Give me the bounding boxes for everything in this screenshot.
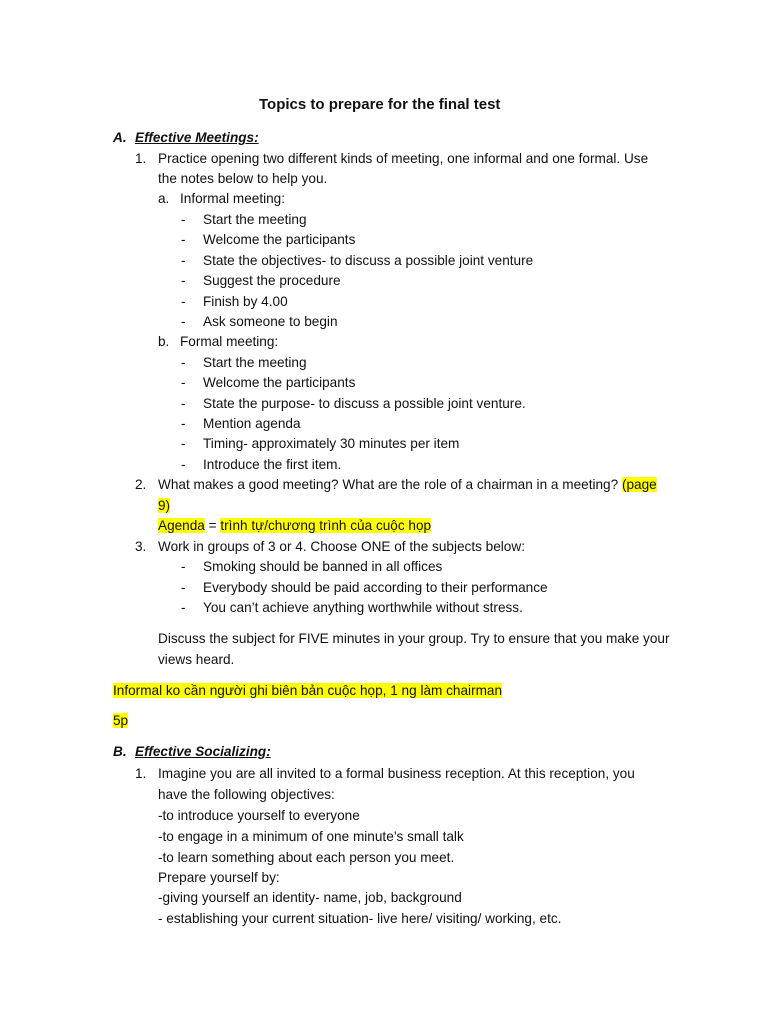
informal-item: Ask someone to begin bbox=[203, 314, 338, 329]
q2-page-ref-highlight: (page bbox=[621, 477, 657, 492]
bullet-dash: - bbox=[181, 559, 186, 574]
informal-item: Start the meeting bbox=[203, 212, 307, 227]
b-q1-number: 1. bbox=[135, 766, 147, 781]
b-q1-line: Imagine you are all invited to a formal business reception. At this reception, you bbox=[158, 766, 635, 781]
informal-item: Suggest the procedure bbox=[203, 273, 341, 288]
section-a-heading: Effective Meetings: bbox=[135, 130, 259, 145]
q1-text-line2: the notes below to help you. bbox=[158, 171, 328, 186]
section-b-marker: B. bbox=[113, 744, 127, 759]
informal-note bbox=[113, 682, 502, 699]
page-title: Topics to prepare for the final test bbox=[259, 96, 501, 113]
q2-number: 2. bbox=[135, 477, 147, 492]
agenda-definition-highlight: trình tự/chương trình của cuộc họp bbox=[220, 518, 432, 533]
agenda-word-highlight: Agenda bbox=[158, 518, 205, 533]
informal-note-highlight: Informal ko cần người ghi biên bản cuộc họp, 1 ng làm chairman bbox=[113, 683, 503, 698]
bullet-dash: - bbox=[181, 580, 186, 595]
informal-marker: a. bbox=[158, 191, 170, 206]
q2-page-ref-highlight: 9) bbox=[158, 498, 171, 513]
bullet-dash: - bbox=[181, 253, 186, 268]
time-note-highlight: 5p bbox=[113, 713, 129, 728]
b-q1-line: have the following objectives: bbox=[158, 787, 335, 802]
q3-text: Work in groups of 3 or 4. Choose ONE of the subjects below: bbox=[158, 539, 525, 554]
bullet-dash: - bbox=[181, 396, 186, 411]
bullet-dash: - bbox=[181, 232, 186, 247]
formal-item: Welcome the participants bbox=[203, 375, 356, 390]
bullet-dash: - bbox=[181, 355, 186, 370]
q1-number: 1. bbox=[135, 151, 147, 166]
time-note bbox=[113, 712, 128, 729]
b-q1-line: -to introduce yourself to everyone bbox=[158, 808, 360, 823]
section-a-marker: A. bbox=[113, 130, 127, 145]
bullet-dash: - bbox=[181, 436, 186, 451]
b-q1-line: -to learn something about each person you meet. bbox=[158, 850, 455, 865]
q1-text-line1: Practice opening two different kinds of meeting, one informal and one formal. Use bbox=[158, 151, 649, 166]
q2-text bbox=[158, 476, 657, 493]
bullet-dash: - bbox=[181, 314, 186, 329]
bullet-dash: - bbox=[181, 600, 186, 615]
bullet-dash: - bbox=[181, 416, 186, 431]
bullet-dash: - bbox=[181, 273, 186, 288]
q2-page-ref-cont bbox=[158, 497, 170, 514]
formal-item: State the purpose- to discuss a possible joint venture. bbox=[203, 396, 526, 411]
formal-item: Timing- approximately 30 minutes per item bbox=[203, 436, 460, 451]
q2-question: What makes a good meeting? What are the role of a chairman in a meeting? bbox=[158, 477, 619, 492]
bullet-dash: - bbox=[181, 294, 186, 309]
subject-item: You can’t achieve anything worthwhile without stress. bbox=[203, 600, 523, 615]
bullet-dash: - bbox=[181, 457, 186, 472]
discuss-line1: Discuss the subject for FIVE minutes in your group. Try to ensure that you make your bbox=[158, 631, 670, 646]
b-q1-line: -to engage in a minimum of one minute’s small talk bbox=[158, 829, 464, 844]
informal-item: State the objectives- to discuss a possible joint venture bbox=[203, 253, 534, 268]
b-q1-line: Prepare yourself by: bbox=[158, 870, 280, 885]
b-q1-line: - establishing your current situation- live here/ visiting/ working, etc. bbox=[158, 911, 562, 926]
formal-label: Formal meeting: bbox=[180, 334, 279, 349]
bullet-dash: - bbox=[181, 375, 186, 390]
informal-item: Welcome the participants bbox=[203, 232, 356, 247]
informal-label: Informal meeting: bbox=[180, 191, 286, 206]
formal-marker: b. bbox=[158, 334, 170, 349]
informal-item: Finish by 4.00 bbox=[203, 294, 288, 309]
b-q1-line: -giving yourself an identity- name, job, background bbox=[158, 890, 462, 905]
formal-item: Mention agenda bbox=[203, 416, 301, 431]
formal-item: Introduce the first item. bbox=[203, 457, 342, 472]
agenda-note bbox=[158, 517, 431, 534]
section-b-heading: Effective Socializing: bbox=[135, 744, 271, 759]
subject-item: Smoking should be banned in all offices bbox=[203, 559, 443, 574]
bullet-dash: - bbox=[181, 212, 186, 227]
subject-item: Everybody should be paid according to their performance bbox=[203, 580, 548, 595]
q3-number: 3. bbox=[135, 539, 147, 554]
formal-item: Start the meeting bbox=[203, 355, 307, 370]
agenda-equals: = bbox=[204, 518, 221, 533]
discuss-line2: views heard. bbox=[158, 652, 235, 667]
